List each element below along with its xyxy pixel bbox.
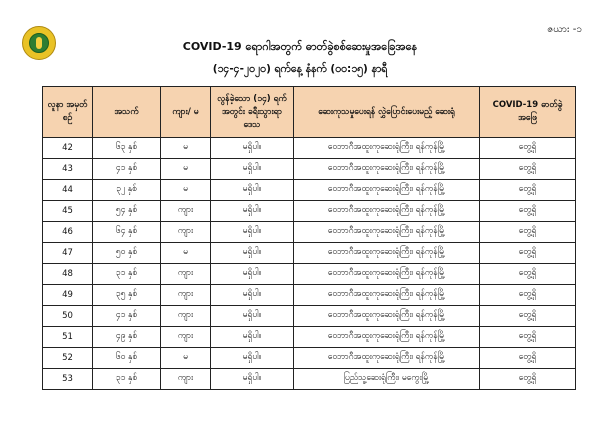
cell-patient-no: 48: [43, 264, 93, 285]
cell-travel-history: မရှိပါ။: [211, 369, 294, 390]
table-header-row: [43, 87, 576, 138]
cell-patient-no: 49: [43, 285, 93, 306]
cell-sex: ကျား: [161, 264, 211, 285]
table-row: [43, 285, 576, 306]
cell-sex: ကျား: [161, 306, 211, 327]
cell-hospital: ဝေဘာဂီအထူးကုဆေးရုံကြီး၊ ရန်ကုန်မြို့: [294, 180, 480, 201]
table-row: [43, 138, 576, 159]
header-result: COVID-19 ဓာတ်ခွဲ အဖြေ: [480, 87, 576, 138]
cell-age: ၄၉ နှစ်: [93, 327, 161, 348]
cell-age: ၅၄ နှစ်: [93, 201, 161, 222]
table-row: [43, 159, 576, 180]
cell-sex: မ: [161, 138, 211, 159]
cell-age: ၃၂ နှစ်: [93, 180, 161, 201]
cell-result: တွေ့ရှိ: [480, 138, 576, 159]
cell-sex: ကျား: [161, 327, 211, 348]
page-subtitle: (၁၄-၄-၂၀၂၀) ရက်နေ့ နံနက် (၀၀:၁၅) နာရီ: [212, 63, 388, 75]
cell-hospital: ဝေဘာဂီအထူးကုဆေးရုံကြီး၊ ရန်ကုန်မြို့: [294, 327, 480, 348]
cell-patient-no: 52: [43, 348, 93, 369]
table-row: [43, 348, 576, 369]
cell-age: ၃၁ နှစ်: [93, 369, 161, 390]
cell-travel-history: မရှိပါ။: [211, 201, 294, 222]
cell-result: တွေ့ရှိ: [480, 264, 576, 285]
cell-patient-no: 51: [43, 327, 93, 348]
cell-age: ၆၄ နှစ်: [93, 222, 161, 243]
cell-patient-no: 44: [43, 180, 93, 201]
page-number: ဇယား -၁: [547, 24, 582, 35]
cell-sex: ကျား: [161, 285, 211, 306]
table-row: [43, 264, 576, 285]
cell-hospital: ဝေဘာဂီအထူးကုဆေးရုံကြီး၊ ရန်ကုန်မြို့: [294, 222, 480, 243]
cell-result: တွေ့ရှိ: [480, 180, 576, 201]
cell-age: ၃၁ နှစ်: [93, 264, 161, 285]
cell-result: တွေ့ရှိ: [480, 159, 576, 180]
cell-age: ၆၃ နှစ်: [93, 138, 161, 159]
cell-patient-no: 43: [43, 159, 93, 180]
cell-sex: ကျား: [161, 222, 211, 243]
table-row: [43, 243, 576, 264]
page-title: COVID-19 ရောဂါအတွက် ဓာတ်ခွဲစစ်ဆေးမှုအခြေအနေ: [182, 40, 418, 53]
cell-hospital: ဝေဘာဂီအထူးကုဆေးရုံကြီး၊ ရန်ကုန်မြို့: [294, 138, 480, 159]
cell-age: ၅၀ နှစ်: [93, 243, 161, 264]
header-sex: ကျား/ မ: [161, 87, 211, 138]
cell-sex: မ: [161, 180, 211, 201]
cell-hospital: ဝေဘာဂီအထူးကုဆေးရုံကြီး၊ ရန်ကုန်မြို့: [294, 264, 480, 285]
cell-patient-no: 45: [43, 201, 93, 222]
cell-travel-history: မရှိပါ။: [211, 138, 294, 159]
cell-travel-history: မရှိပါ။: [211, 327, 294, 348]
table-row: [43, 201, 576, 222]
cell-sex: မ: [161, 159, 211, 180]
cell-hospital: ဝေဘာဂီအထူးကုဆေးရုံကြီး၊ ရန်ကုန်မြို့: [294, 285, 480, 306]
cell-hospital: ဝေဘာဂီအထူးကုဆေးရုံကြီး၊ ရန်ကုန်မြို့: [294, 159, 480, 180]
cell-travel-history: မရှိပါ။: [211, 285, 294, 306]
cell-sex: ကျား: [161, 369, 211, 390]
cell-travel-history: မရှိပါ။: [211, 243, 294, 264]
header-patient-no: လူနာ အမှတ်စဉ်: [43, 87, 93, 138]
table-row: [43, 327, 576, 348]
cell-patient-no: 42: [43, 138, 93, 159]
patient-table: [42, 86, 576, 390]
cell-result: တွေ့ရှိ: [480, 306, 576, 327]
cell-hospital: ပြည်သူ့ဆေးရုံကြီး၊ မကွေးမြို့: [294, 369, 480, 390]
cell-patient-no: 46: [43, 222, 93, 243]
table-row: [43, 222, 576, 243]
cell-travel-history: မရှိပါ။: [211, 306, 294, 327]
cell-result: တွေ့ရှိ: [480, 348, 576, 369]
cell-patient-no: 47: [43, 243, 93, 264]
cell-age: ၃၅ နှစ်: [93, 285, 161, 306]
cell-travel-history: မရှိပါ။: [211, 348, 294, 369]
cell-result: တွေ့ရှိ: [480, 285, 576, 306]
header-hospital: ဆေးကုသမှုပေးရန် လွှဲပြောင်းပေးမည့် ဆေးရုံ: [294, 87, 480, 138]
table-row: [43, 306, 576, 327]
cell-hospital: ဝေဘာဂီအထူးကုဆေးရုံကြီး၊ ရန်ကုန်မြို့: [294, 348, 480, 369]
cell-age: ၄၁ နှစ်: [93, 306, 161, 327]
cell-result: တွေ့ရှိ: [480, 222, 576, 243]
cell-age: ၄၁ နှစ်: [93, 159, 161, 180]
cell-sex: မ: [161, 348, 211, 369]
cell-age: ၆၀ နှစ်: [93, 348, 161, 369]
table-row: [43, 369, 576, 390]
cell-travel-history: မရှိပါ။: [211, 159, 294, 180]
cell-hospital: ဝေဘာဂီအထူးကုဆေးရုံကြီး၊ ရန်ကုန်မြို့: [294, 201, 480, 222]
header-travel-history: လွန်ခဲ့သော (၁၄) ရက်အတွင်း ခရီးသွားရာဒေသ: [211, 87, 294, 138]
cell-result: တွေ့ရှိ: [480, 327, 576, 348]
table-row: [43, 180, 576, 201]
cell-patient-no: 50: [43, 306, 93, 327]
cell-travel-history: မရှိပါ။: [211, 222, 294, 243]
cell-result: တွေ့ရှိ: [480, 369, 576, 390]
cell-result: တွေ့ရှိ: [480, 243, 576, 264]
cell-travel-history: မရှိပါ။: [211, 264, 294, 285]
cell-travel-history: မရှိပါ။: [211, 180, 294, 201]
cell-patient-no: 53: [43, 369, 93, 390]
cell-result: တွေ့ရှိ: [480, 201, 576, 222]
cell-hospital: ဝေဘာဂီအထူးကုဆေးရုံကြီး၊ ရန်ကုန်မြို့: [294, 306, 480, 327]
cell-hospital: ဝေဘာဂီအထူးကုဆေးရုံကြီး၊ ရန်ကုန်မြို့: [294, 243, 480, 264]
cell-sex: ကျား: [161, 201, 211, 222]
header-age: အသက်: [93, 87, 161, 138]
cell-sex: မ: [161, 243, 211, 264]
